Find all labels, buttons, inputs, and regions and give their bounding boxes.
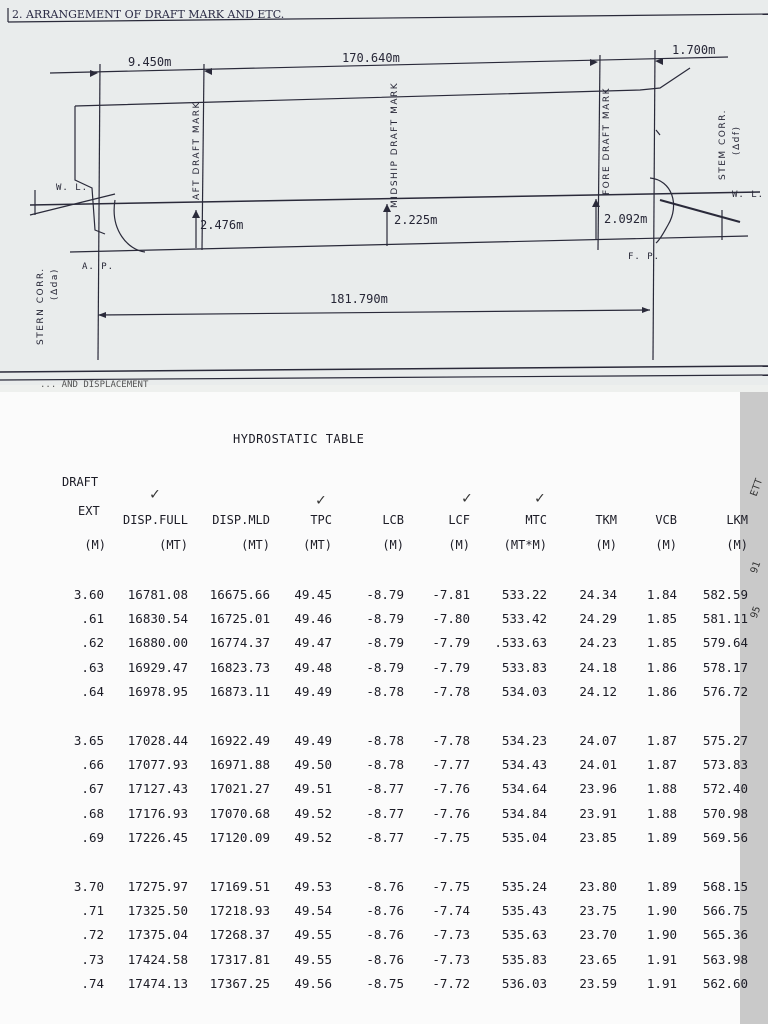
table-cell: 16781.08 [127,587,188,602]
table-cell: 578.17 [702,659,748,675]
table-cell: 533.42 [501,611,547,627]
table-cell: -8.78 [366,683,404,699]
column-header-unit: (M) [595,538,617,552]
table-cell: 568.15 [702,879,748,894]
column-header-unit: (M) [655,538,677,552]
table-cell: 570.98 [702,805,748,821]
table-cell: -7.81 [432,587,470,602]
table-cell: 16971.88 [209,757,270,773]
table-cell: .533.63 [494,635,547,651]
table-cell: 534.23 [501,733,547,748]
fore-draft-mark-label: FORE DRAFT MARK [602,87,612,195]
table-cell: .68 [81,805,104,821]
table-cell: 23.85 [579,829,617,845]
draft-mark-arrangement-drawing [0,0,768,385]
table-cell: 573.83 [702,757,748,773]
table-cell: 1.88 [646,781,677,797]
table-cell: -7.73 [432,927,470,943]
table-cell: 17127.43 [127,781,188,797]
table-cell: 16873.11 [209,683,270,699]
table-cell: 581.11 [702,611,748,627]
section-title: 2. ARRANGEMENT OF DRAFT MARK AND ETC. [12,8,285,21]
table-cell: 23.70 [579,927,617,943]
fore-perpendicular-label: F. P. [628,252,661,262]
column-header-name: LCB [382,513,404,527]
table-cell: -8.76 [366,951,404,967]
table-cell: 17317.81 [209,951,270,967]
table-cell: .73 [81,951,104,967]
table-cell: -8.76 [366,927,404,943]
table-cell: 563.98 [702,951,748,967]
table-cell: -8.75 [366,975,404,991]
checkmark-icon: ✓ [535,488,545,507]
column-header-name: EXT [78,504,100,518]
table-cell: 49.47 [294,635,332,651]
column-header-unit: (MT*M) [503,538,547,552]
checkmark-icon: ✓ [316,490,326,509]
table-cell: 534.84 [501,805,547,821]
table-cell: 535.24 [501,879,547,894]
column-header-name: DRAFT [62,475,99,489]
column-header-name: VCB [655,513,677,527]
table-cell: .72 [81,927,104,943]
table-cell: 17268.37 [209,927,270,943]
table-cell: -8.79 [366,611,404,627]
lbp-distance-label: 181.790m [330,292,388,306]
table-cell: 17226.45 [127,829,188,845]
table-cell: .63 [81,659,104,675]
table-cell: 1.85 [646,635,677,651]
table-cell: -7.79 [432,659,470,675]
table-cell: 535.43 [501,903,547,919]
table-cell: 23.80 [579,879,617,894]
column-header-unit: (M) [726,538,748,552]
table-cell: 17474.13 [127,975,188,991]
table-cell: 1.85 [646,611,677,627]
table-cell: 579.64 [702,635,748,651]
table-cell: 49.56 [294,975,332,991]
table-cell: 16823.73 [209,659,270,675]
table-cell: 566.75 [702,903,748,919]
table-cell: 16725.01 [209,611,270,627]
table-cell: 17021.27 [209,781,270,797]
table-cell: 49.52 [294,805,332,821]
next-section-heading-cut: ... AND DISPLACEMENT [40,380,149,390]
adjacent-page-edge: ETT 91 95 [740,392,768,1024]
table-cell: 569.56 [702,829,748,845]
table-cell: 17424.58 [127,951,188,967]
fore-distance-label: 1.700m [672,43,716,57]
aft-distance-label: 9.450m [128,55,172,69]
table-cell: 16880.00 [127,635,188,651]
stem-correction-label: STEM CORR. [718,109,728,180]
table-cell: 535.63 [501,927,547,943]
table-cell: -8.76 [366,879,404,894]
table-cell: -7.74 [432,903,470,919]
table-cell: 17375.04 [127,927,188,943]
table-cell: 23.59 [579,975,617,991]
column-header-name: LCF [448,513,470,527]
column-header-name: TPC [310,513,332,527]
table-cell: 1.90 [646,927,677,943]
table-cell: 1.90 [646,903,677,919]
table-cell: 16675.66 [209,587,270,602]
table-cell: -8.77 [366,829,404,845]
table-cell: 1.91 [646,975,677,991]
table-cell: 23.75 [579,903,617,919]
table-cell: 582.59 [702,587,748,602]
table-cell: 17325.50 [127,903,188,919]
table-cell: 1.89 [646,829,677,845]
table-cell: -7.80 [432,611,470,627]
aft-draft-value: 2.476m [200,218,244,232]
table-cell: -8.79 [366,659,404,675]
stern-correction-label: STERN CORR. [36,267,46,345]
table-cell: 1.88 [646,805,677,821]
table-cell: 49.48 [294,659,332,675]
table-cell: -7.78 [432,733,470,748]
table-cell: 3.70 [73,879,104,894]
table-cell: 536.03 [501,975,547,991]
table-cell: .74 [81,975,104,991]
waterline-right-label: W. L. [732,190,765,200]
table-cell: 24.18 [579,659,617,675]
table-cell: 1.86 [646,683,677,699]
column-header-name: MTC [525,513,547,527]
table-cell: -7.73 [432,951,470,967]
column-header-unit: (MT) [241,538,270,552]
column-header-name: LKM [726,513,748,527]
table-cell: 17120.09 [209,829,270,845]
table-cell: -8.77 [366,805,404,821]
table-cell: -7.78 [432,683,470,699]
table-cell: 49.46 [294,611,332,627]
table-cell: 534.03 [501,683,547,699]
column-header-name: TKM [595,513,617,527]
table-cell: 17176.93 [127,805,188,821]
table-cell: -7.75 [432,879,470,894]
table-cell: 17070.68 [209,805,270,821]
table-cell: 49.53 [294,879,332,894]
table-cell: 17169.51 [209,879,270,894]
between-marks-distance-label: 170.640m [342,51,400,65]
column-header-unit: (MT) [303,538,332,552]
table-cell: -7.76 [432,805,470,821]
table-cell: 562.60 [702,975,748,991]
table-cell: 533.83 [501,659,547,675]
table-cell: 1.84 [646,587,677,602]
table-cell: .64 [81,683,104,699]
table-cell: 49.45 [294,587,332,602]
table-cell: 23.96 [579,781,617,797]
table-cell: -7.72 [432,975,470,991]
table-cell: 1.87 [646,757,677,773]
table-cell: 575.27 [702,733,748,748]
table-cell: 3.65 [73,733,104,748]
table-cell: -7.77 [432,757,470,773]
table-cell: 24.34 [579,587,617,602]
table-cell: -8.77 [366,781,404,797]
table-cell: 534.64 [501,781,547,797]
table-cell: 49.49 [294,733,332,748]
table-cell: 16774.37 [209,635,270,651]
fore-draft-value: 2.092m [604,212,648,226]
table-cell: 49.54 [294,903,332,919]
table-cell: 49.49 [294,683,332,699]
table-cell: 17275.97 [127,879,188,894]
table-cell: 572.40 [702,781,748,797]
table-cell: 533.22 [501,587,547,602]
table-cell: 17028.44 [127,733,188,748]
table-cell: -8.78 [366,733,404,748]
table-cell: 576.72 [702,683,748,699]
table-cell: .67 [81,781,104,797]
table-cell: .66 [81,757,104,773]
table-cell: .69 [81,829,104,845]
table-cell: 49.51 [294,781,332,797]
table-cell: 1.86 [646,659,677,675]
midship-draft-mark-label: MIDSHIP DRAFT MARK [390,81,400,208]
column-header-name: DISP.MLD [212,513,270,527]
table-cell: 1.91 [646,951,677,967]
table-cell: 16978.95 [127,683,188,699]
table-cell: 23.65 [579,951,617,967]
table-cell: 24.12 [579,683,617,699]
table-cell: 3.60 [73,587,104,602]
aft-perpendicular-label: A. P. [82,262,115,272]
table-cell: -7.76 [432,781,470,797]
aft-draft-mark-label: AFT DRAFT MARK [192,101,202,200]
table-cell: 17077.93 [127,757,188,773]
table-cell: 16929.47 [127,659,188,675]
table-cell: 534.43 [501,757,547,773]
column-header-unit: (MT) [159,538,188,552]
table-cell: 49.50 [294,757,332,773]
stem-correction-symbol: (Δdf) [732,125,742,155]
table-cell: 17218.93 [209,903,270,919]
table-cell: 535.04 [501,829,547,845]
table-cell: -8.76 [366,903,404,919]
table-cell: 24.07 [579,733,617,748]
table-cell: .71 [81,903,104,919]
table-cell: 49.55 [294,927,332,943]
table-cell: .62 [81,635,104,651]
table-cell: -8.79 [366,635,404,651]
table-cell: 23.91 [579,805,617,821]
table-cell: 1.89 [646,879,677,894]
waterline-left-label: W. L. [56,183,89,193]
table-cell: -7.79 [432,635,470,651]
table-cell: -8.78 [366,757,404,773]
column-header-unit: (M) [382,538,404,552]
stern-correction-symbol: (Δda) [50,268,60,300]
checkmark-icon: ✓ [150,484,160,503]
table-cell: 16922.49 [209,733,270,748]
table-cell: 49.52 [294,829,332,845]
midship-draft-value: 2.225m [394,213,438,227]
column-header-unit: (M) [448,538,470,552]
table-cell: 17367.25 [209,975,270,991]
column-header-name: DISP.FULL [122,513,188,527]
table-cell: .61 [81,611,104,627]
column-header-unit: (M) [84,538,106,552]
table-cell: 24.01 [579,757,617,773]
table-cell: 16830.54 [127,611,188,627]
table-cell: -8.79 [366,587,404,602]
table-cell: 49.55 [294,951,332,967]
table-cell: 535.83 [501,951,547,967]
table-cell: 1.87 [646,733,677,748]
table-cell: 565.36 [702,927,748,943]
table-title: HYDROSTATIC TABLE [233,432,365,446]
checkmark-icon: ✓ [462,488,472,507]
table-cell: -7.75 [432,829,470,845]
table-cell: 24.29 [579,611,617,627]
table-cell: 24.23 [579,635,617,651]
